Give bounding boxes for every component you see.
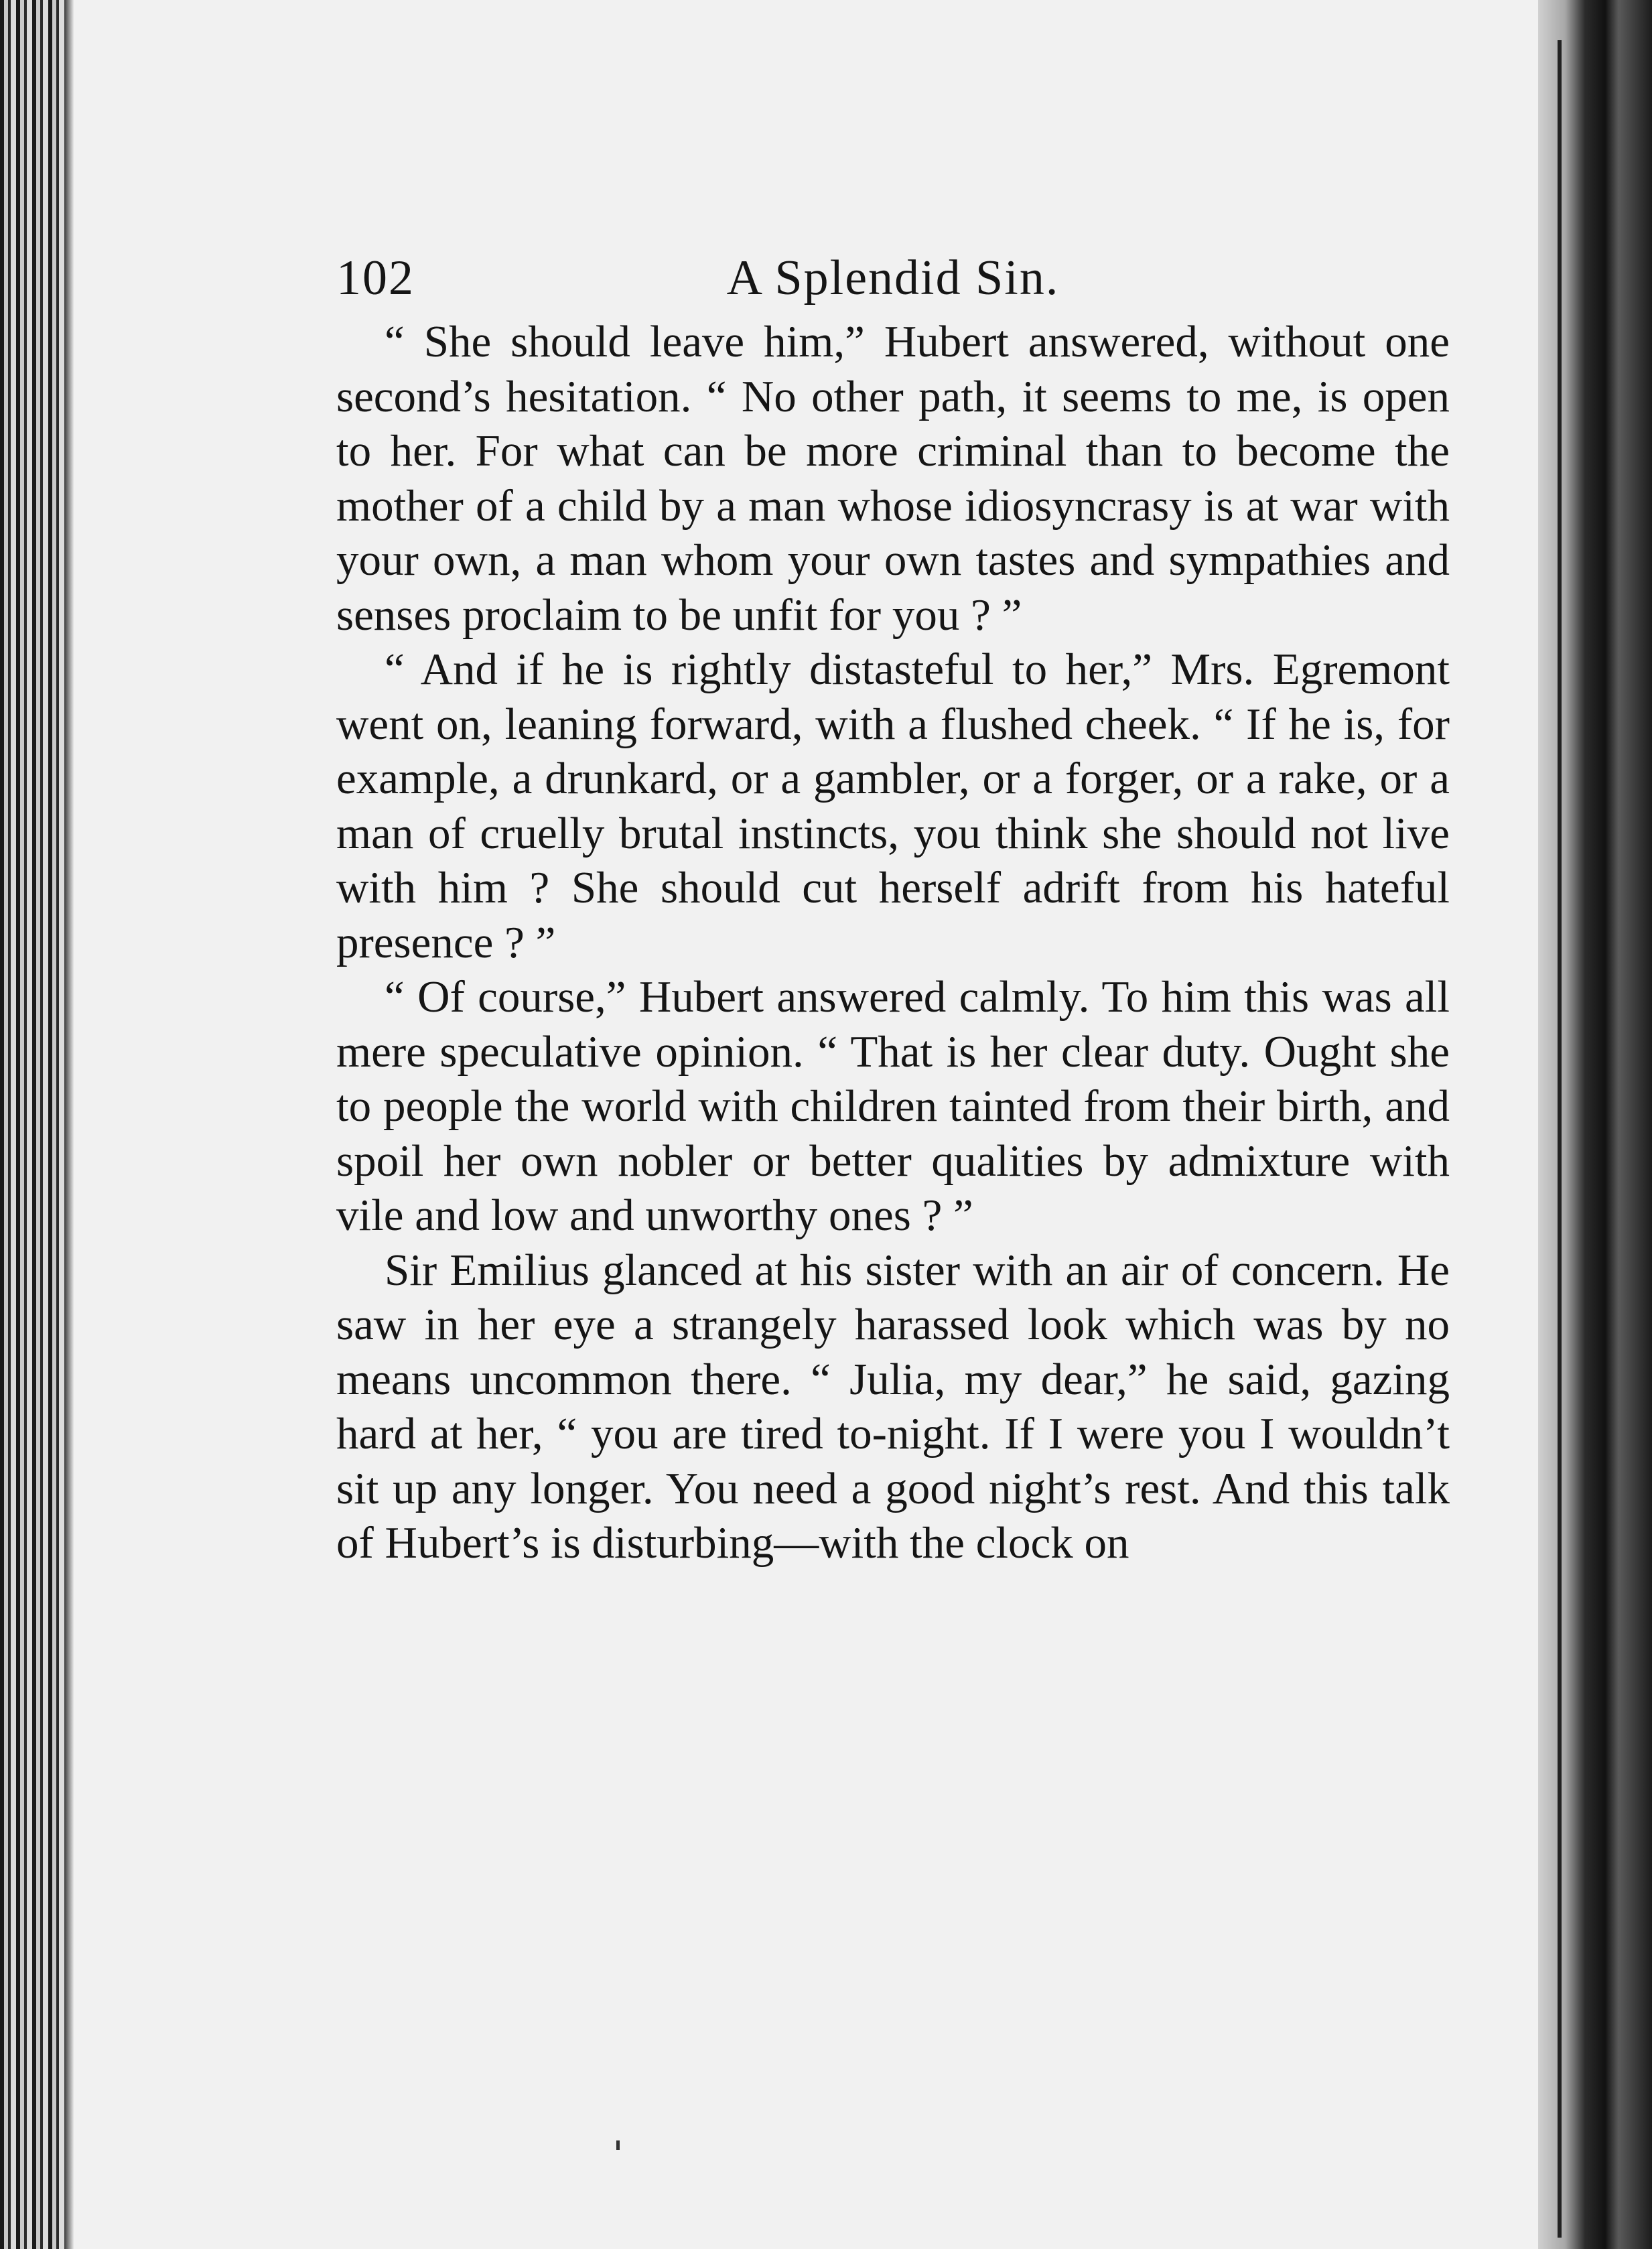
paragraph: Sir Emilius glanced at his sister with an air of concern. He saw in her eye a strangely harassed look which was by no means uncommon there. “ Julia, my dear,” he said, gazing hard at her, “ you are tired to-night. If I were you I wouldn’t sit up any longer. You need a good night’s rest. And this talk of Hubert’s is disturbing—with the clock on xyxy=(336,1245,1450,1568)
book-title: A Splendid Sin. xyxy=(726,251,1060,305)
ink-speck xyxy=(616,2140,620,2150)
running-head xyxy=(336,241,1450,315)
body-text xyxy=(336,315,1450,1571)
paragraph: “ She should leave him,” Hubert answered, without one second’s hesitation. “ No other path, it seems to me, is open to her. For what can be more criminal than to become the mother of a child by a man whose idiosyncrasy is at war with your own, a man whom your own tastes and sympathies and senses proclaim to be unfit for you ? ” xyxy=(336,317,1450,640)
left-page-edges xyxy=(0,0,74,2249)
right-page-edge xyxy=(1538,0,1652,2249)
page-sheet xyxy=(74,0,1538,2249)
paragraph: “ Of course,” Hubert answered calmly. To him this was all mere speculative opinion. “ That is her clear duty. Ought she to people the world with children tainted from their birth, and spoil her own nobler or better qualities by admixture with vile and low and unworthy ones ? ” xyxy=(336,972,1450,1240)
right-binding-line xyxy=(1558,40,1562,2238)
text-block xyxy=(336,241,1450,1571)
page-number: 102 xyxy=(336,251,415,305)
paragraph: “ And if he is rightly distasteful to her,” Mrs. Egremont went on, leaning forward, with a flushed cheek. “ If he is, for example, a drunkard, or a gambler, or a forger, or a rake, or a man of cruelly brutal instincts, you think she should not live with him ? She should cut herself adrift from his hateful presence ? ” xyxy=(336,644,1450,967)
